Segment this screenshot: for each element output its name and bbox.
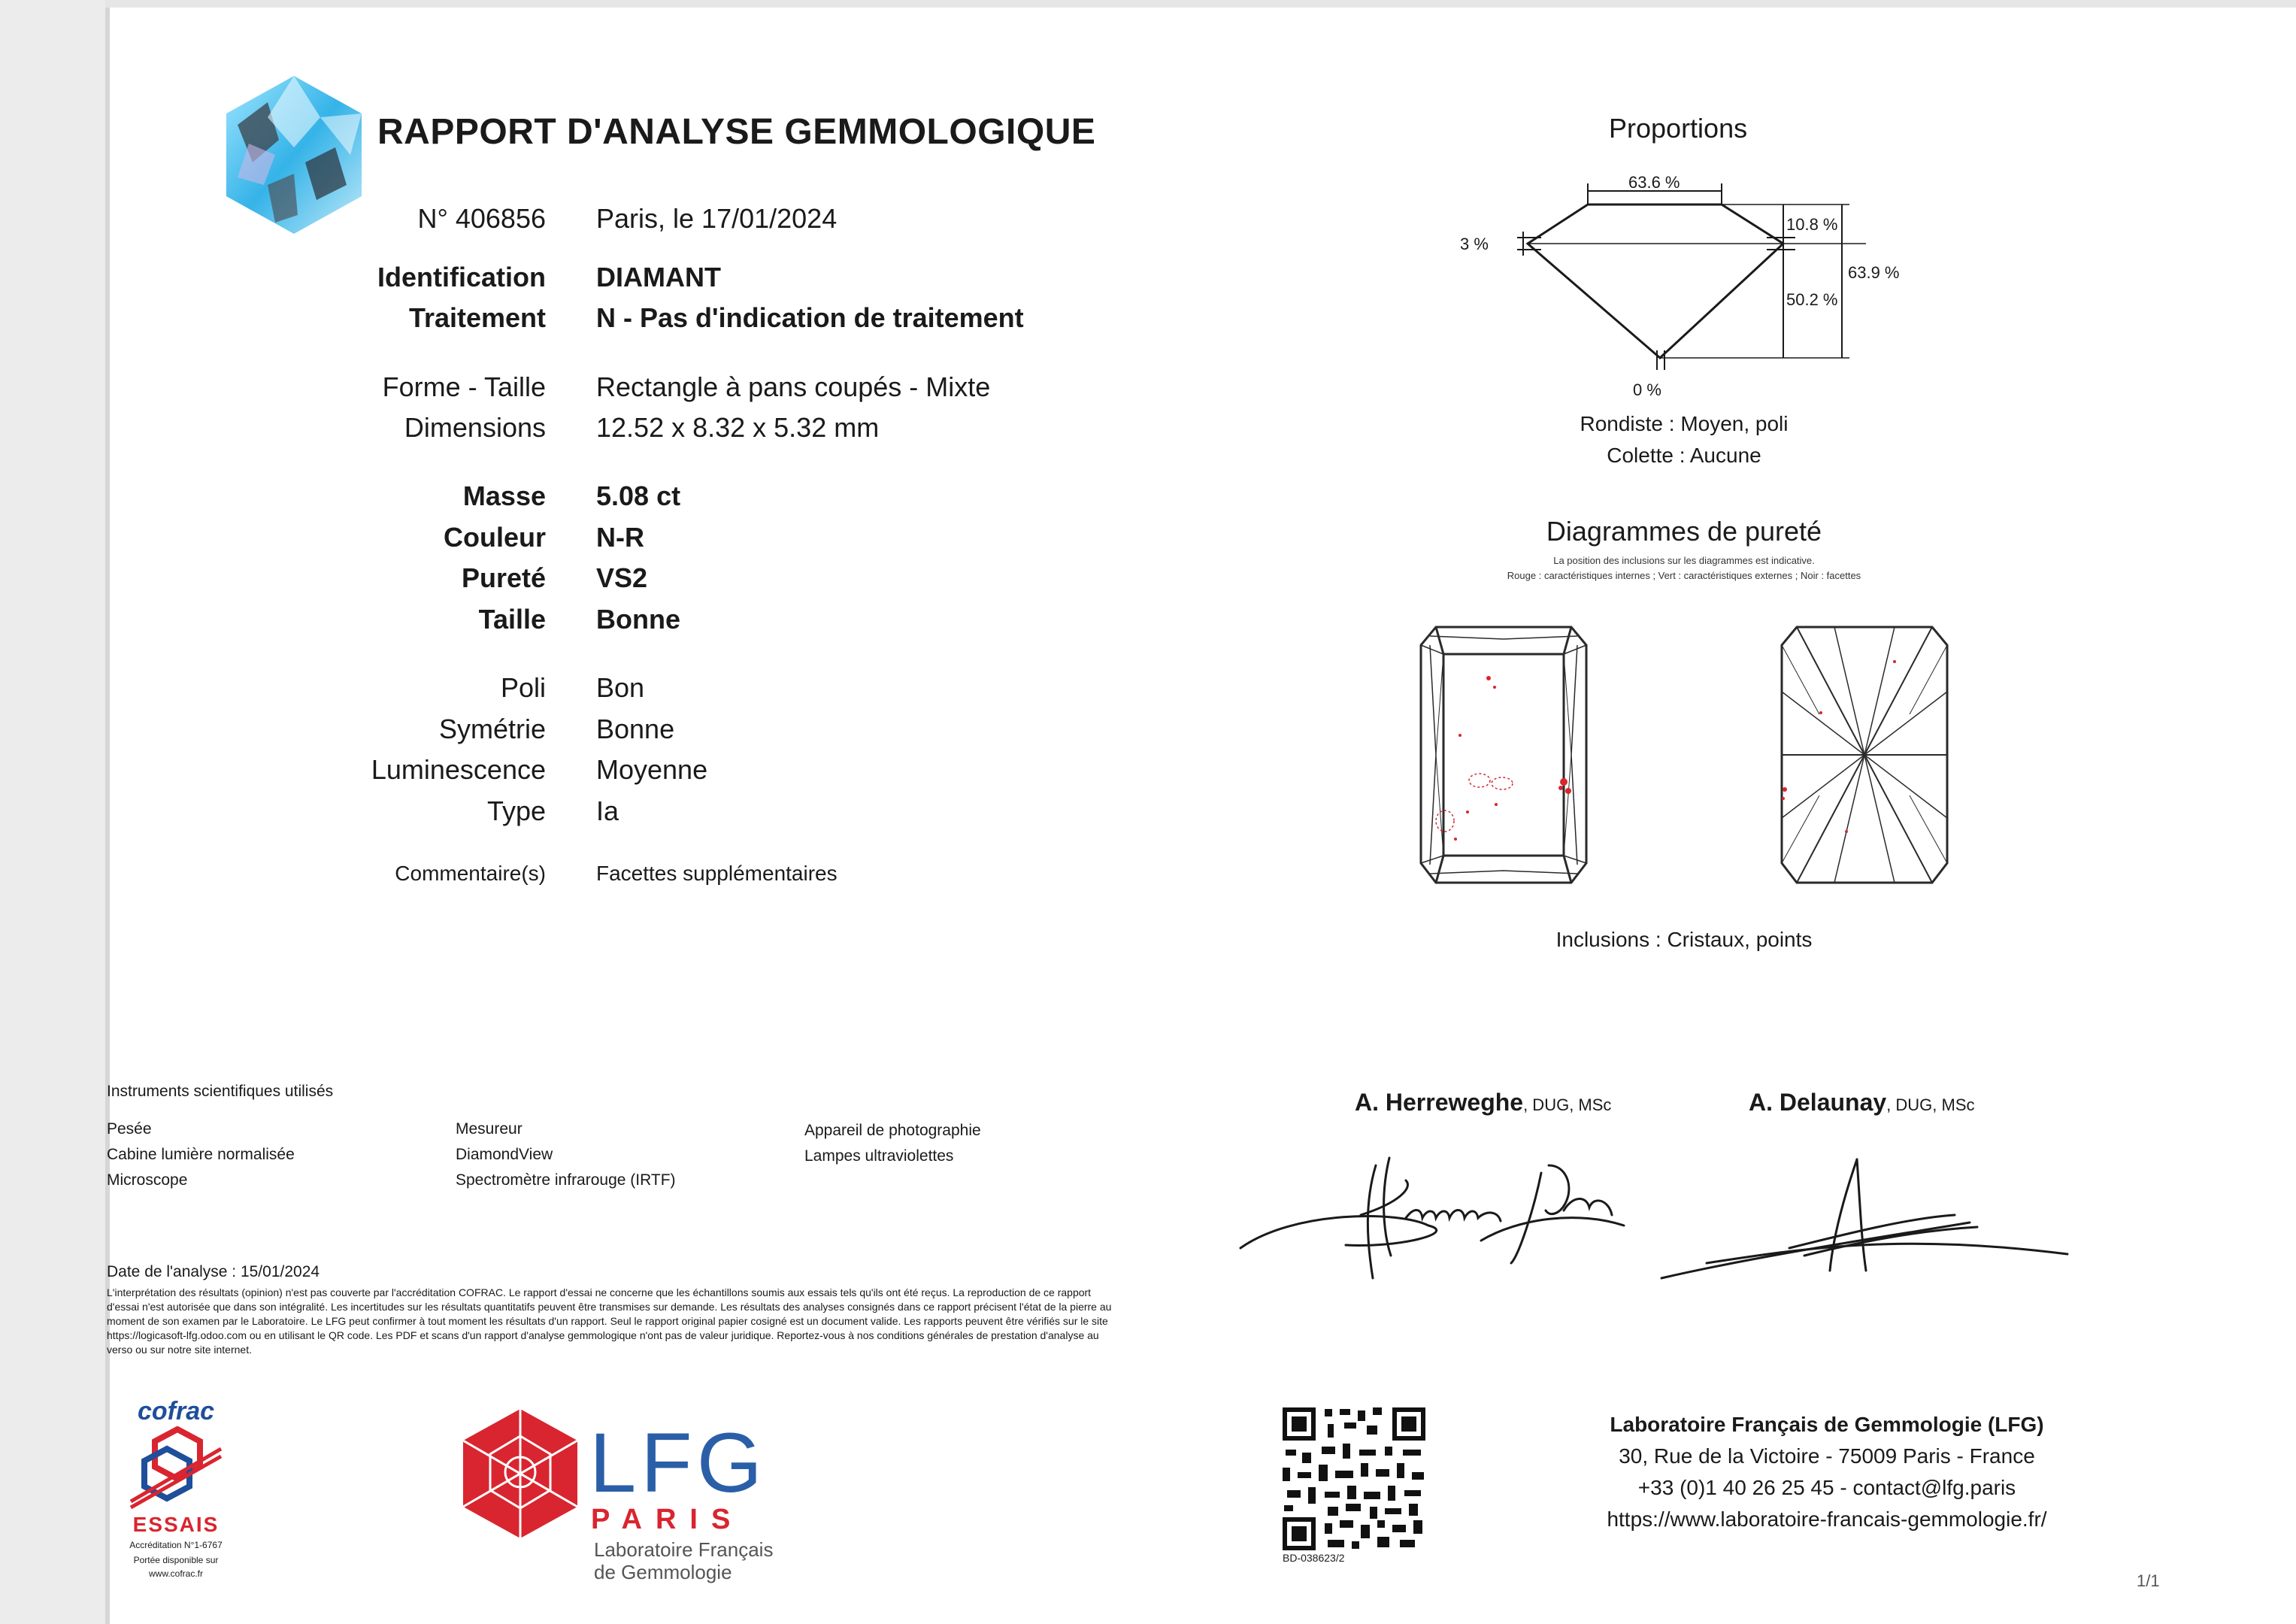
qr-code[interactable] xyxy=(1283,1407,1425,1550)
label-purete: Pureté xyxy=(461,562,546,593)
qr-code-id: BD-038623/2 xyxy=(1283,1552,1345,1564)
signature-delaunay xyxy=(1654,1143,2075,1293)
clarity-note-1: La position des inclusions sur les diagrammes est indicative. xyxy=(1553,555,1815,566)
disclaimer-text: L'interprétation des résultats (opinion) n'est pas couverte par l'accréditation COFRAC. Le rapport d'essai ne concerne que les échantillons soumis aux essais tels qu'ils ont été reçus. La reproduction de ce rapport d'essai n'est autorisée que dans son intégralité. Les incertitudes sur les résultats quantitatifs peuvent être transmises sur demande. Les résultats des analyses consignés dans ce rapport précisent l'état de la pierre au moment de son examen par le Laboratoire. Le LFG peut confirmer à tout moment les résultats d'un rapport. Seul le rapport original papier cosigné est un document valide. Les rapports peuvent être vérifiés sur le site https://logicasoft-lfg.odoo.com ou en utilisant le QR code. Les PDF et scans d'un rapport d'analyse gemmologique n'ont pas de valeur juridique. Reportez-vous à nos conditions générales de prestation d'analyse au verso ou sur notre site internet. xyxy=(107,1286,1112,1356)
report-place-date: Paris, le 17/01/2024 xyxy=(596,203,838,234)
proportions-heading: Proportions xyxy=(1609,113,1748,144)
lfg-subtitle-1: Laboratoire Français xyxy=(594,1538,774,1561)
label-type: Type xyxy=(486,795,546,826)
prop-pavilion: 50.2 % xyxy=(1786,290,1838,309)
page-number: 1/1 xyxy=(2137,1571,2160,1590)
proportions-diagram xyxy=(1443,170,1925,411)
label-couleur: Couleur xyxy=(443,522,546,553)
culet-description: Colette : Aucune xyxy=(1607,444,1761,467)
label-symetrie: Symétrie xyxy=(438,714,546,744)
instrument-col1-2: Microscope xyxy=(107,1171,188,1189)
prop-girdle: 3 % xyxy=(1460,235,1489,253)
instrument-col3-0: Appareil de photographie xyxy=(804,1122,981,1139)
cofrac-brand: cofrac xyxy=(137,1397,215,1426)
report-title: RAPPORT D'ANALYSE GEMMOLOGIQUE xyxy=(377,112,1096,152)
lfg-hexagon-logo xyxy=(460,1406,580,1541)
signatory-1-name: A. Herreweghe xyxy=(1355,1089,1524,1116)
cofrac-website: www.cofrac.fr xyxy=(148,1568,203,1579)
signatory-1 xyxy=(1355,1089,1611,1116)
value-commentaires: Facettes supplémentaires xyxy=(596,862,838,885)
signature-herreweghe xyxy=(1233,1143,1639,1286)
signatory-2-title: , DUG, MSc xyxy=(1886,1095,1975,1114)
label-masse: Masse xyxy=(462,480,546,511)
analysis-date: Date de l'analyse : 15/01/2024 xyxy=(107,1263,320,1280)
lab-address: 30, Rue de la Victoire - 75009 Paris - France xyxy=(1619,1444,2035,1468)
lfg-subtitle-2: de Gemmologie xyxy=(594,1561,732,1583)
instrument-col2-1: DiamondView xyxy=(456,1146,553,1163)
value-symetrie: Bonne xyxy=(596,714,675,744)
cofrac-essais: ESSAIS xyxy=(132,1513,220,1536)
instrument-col2-0: Mesureur xyxy=(456,1120,523,1138)
instrument-col1-1: Cabine lumière normalisée xyxy=(107,1146,295,1163)
clarity-diagram-pavilion xyxy=(1774,624,1955,887)
label-identification: Identification xyxy=(377,262,546,292)
prop-total-depth: 63.9 % xyxy=(1848,263,1900,282)
label-forme-taille: Forme - Taille xyxy=(382,371,546,402)
signatory-2-name: A. Delaunay xyxy=(1749,1089,1887,1116)
value-purete: VS2 xyxy=(596,562,648,593)
instrument-col2-2: Spectromètre infrarouge (IRTF) xyxy=(456,1171,676,1189)
prop-culet: 0 % xyxy=(1633,380,1661,399)
gem-hexagon-logo xyxy=(223,72,365,238)
label-poli: Poli xyxy=(500,672,546,703)
lfg-paris: PARIS xyxy=(591,1504,744,1535)
label-commentaires: Commentaire(s) xyxy=(395,862,546,885)
lab-website[interactable]: https://www.laboratoire-francais-gemmologie.fr/ xyxy=(1607,1507,2047,1531)
cofrac-scope: Portée disponible sur xyxy=(133,1555,219,1565)
lfg-letters: LFG xyxy=(589,1416,767,1510)
clarity-note-2: Rouge : caractéristiques internes ; Vert : caractéristiques externes ; Noir : facettes xyxy=(1507,570,1861,581)
girdle-description: Rondiste : Moyen, poli xyxy=(1580,412,1789,435)
label-dimensions: Dimensions xyxy=(404,412,546,443)
label-luminescence: Luminescence xyxy=(371,754,546,785)
value-couleur: N-R xyxy=(596,522,644,553)
signatory-1-title: , DUG, MSc xyxy=(1523,1095,1612,1114)
lab-phone-email: +33 (0)1 40 26 25 45 - contact@lfg.paris xyxy=(1637,1476,2016,1499)
label-traitement: Traitement xyxy=(408,302,546,333)
scan-top-edge xyxy=(105,0,2296,8)
scan-left-edge xyxy=(105,0,110,1624)
value-dimensions: 12.52 x 8.32 x 5.32 mm xyxy=(596,412,880,443)
signatory-2 xyxy=(1749,1089,1975,1116)
instrument-col1-0: Pesée xyxy=(107,1120,152,1138)
inclusions-text: Inclusions : Cristaux, points xyxy=(1555,928,1813,951)
value-type: Ia xyxy=(596,795,619,826)
scan-left-margin xyxy=(0,0,105,1624)
instruments-heading: Instruments scientifiques utilisés xyxy=(107,1083,334,1100)
instrument-col3-1: Lampes ultraviolettes xyxy=(804,1147,954,1165)
label-taille: Taille xyxy=(478,604,546,635)
value-traitement: N - Pas d'indication de traitement xyxy=(596,302,1024,333)
cofrac-accreditation: Accréditation N°1-6767 xyxy=(129,1540,223,1550)
prop-table: 63.6 % xyxy=(1628,173,1680,192)
value-masse: 5.08 ct xyxy=(596,480,681,511)
report-number: N° 406856 xyxy=(417,203,546,234)
value-identification: DIAMANT xyxy=(596,262,721,292)
value-forme-taille: Rectangle à pans coupés - Mixte xyxy=(596,371,991,402)
cofrac-logo xyxy=(116,1397,236,1579)
prop-crown: 10.8 % xyxy=(1786,215,1838,234)
value-taille: Bonne xyxy=(596,604,680,635)
clarity-diagram-crown xyxy=(1413,624,1594,887)
value-luminescence: Moyenne xyxy=(596,754,708,785)
cofrac-mark xyxy=(116,1426,236,1509)
clarity-heading: Diagrammes de pureté xyxy=(1546,516,1822,547)
lab-name: Laboratoire Français de Gemmologie (LFG) xyxy=(1610,1413,2044,1436)
value-poli: Bon xyxy=(596,672,645,703)
